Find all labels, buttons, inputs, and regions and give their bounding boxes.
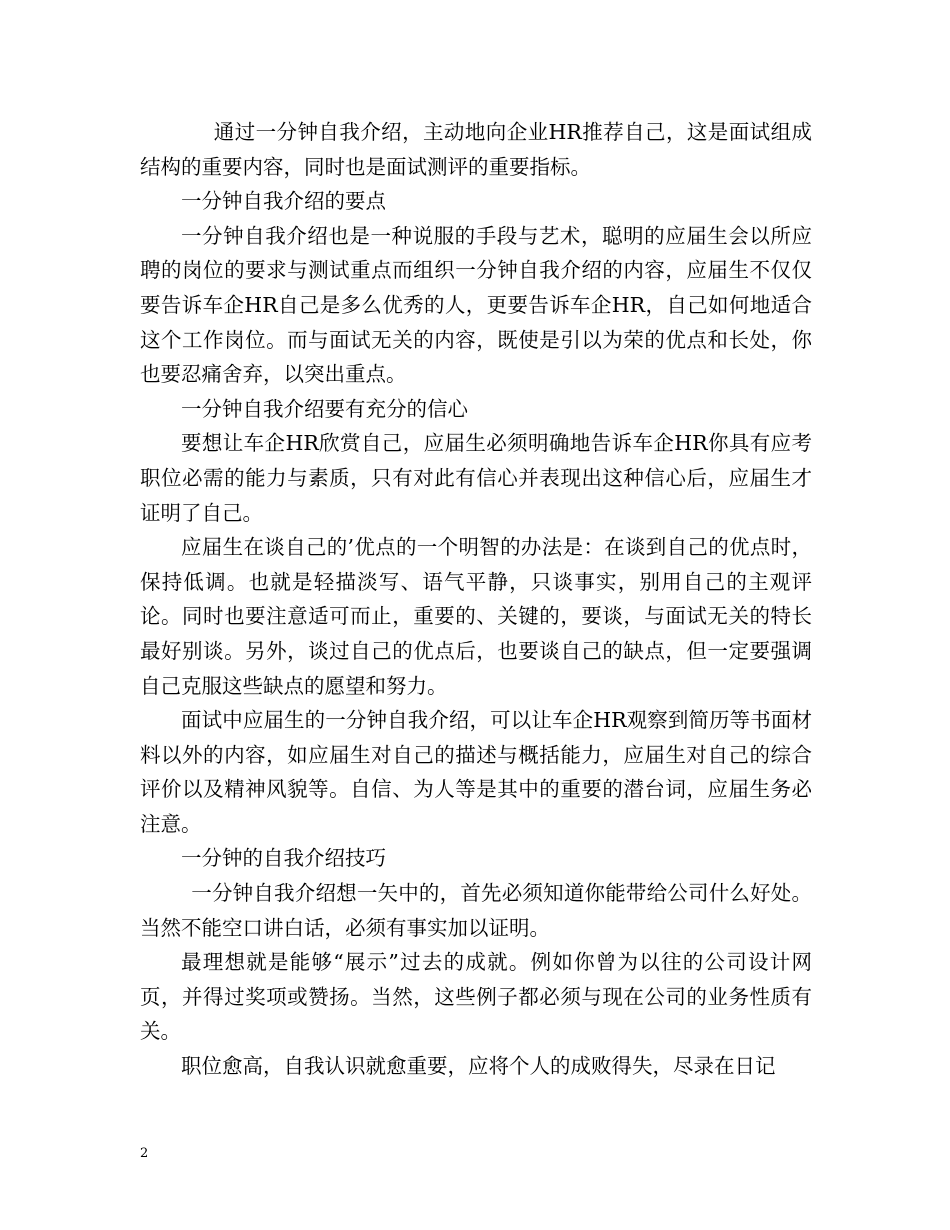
paragraph-strengths: 应届生在谈自己的’优点的一个明智的办法是：在谈到自己的优点时，保持低调。也就是轻描淡写、语气平静，只谈事实，别用自己的主观评论。同时也要注意适可而止，重要的、关键的，要谈，与面试无关的特长最好别谈。另外，谈过自己的优点后，也要谈自己的缺点，但一定要强调自己克服这些缺点的愿望和努力。 — [140, 535, 812, 698]
heading-techniques: 一分钟的自我介绍技巧 — [181, 846, 386, 871]
heading-confidence: 一分钟自我介绍要有充分的信心 — [181, 396, 468, 421]
paragraph-confidence: 要想让车企HR欣赏自己，应届生必须明确地告诉车企HR你具有应考职位必需的能力与素质，只有对此有信心并表现出这种信心后，应届生才证明了自己。 — [140, 431, 812, 525]
paragraph-intro: 通过一分钟自我介绍，主动地向企业HR推荐自己，这是面试组成结构的重要内容，同时也是面试测评的重要指标。 — [140, 120, 812, 179]
paragraph-self-awareness: 职位愈高，自我认识就愈重要，应将个人的成败得失，尽录在日记 — [181, 1054, 776, 1079]
document-body — [140, 115, 812, 1084]
page-number: 2 — [140, 1146, 149, 1161]
paragraph-benefits: 一分钟自我介绍想一矢中的，首先必须知道你能带给公司什么好处。当然不能空口讲白话，必须有事实加以证明。 — [140, 881, 812, 940]
heading-key-points: 一分钟自我介绍的要点 — [181, 189, 386, 214]
paragraph-observation: 面试中应届生的一分钟自我介绍，可以让车企HR观察到简历等书面材料以外的内容，如应届生对自己的描述与概括能力，应届生对自己的综合评价以及精神风貌等。自信、为人等是其中的重要的潜台词，应届生务必注意。 — [140, 708, 812, 836]
paragraph-key-points: 一分钟自我介绍也是一种说服的手段与艺术，聪明的应届生会以所应聘的岗位的要求与测试重点而组织一分钟自我介绍的内容，应届生不仅仅要告诉车企HR自己是多么优秀的人，更要告诉车企HR，自己如何地适合这个工作岗位。而与面试无关的内容，既使是引以为荣的优点和长处，你也要忍痛舍弃，以突出重点。 — [140, 223, 812, 387]
paragraph-achievements: 最理想就是能够“展示”过去的成就。例如你曾为以往的公司设计网页，并得过奖项或赞扬。当然，这些例子都必须与现在公司的业务性质有关。 — [140, 950, 812, 1044]
